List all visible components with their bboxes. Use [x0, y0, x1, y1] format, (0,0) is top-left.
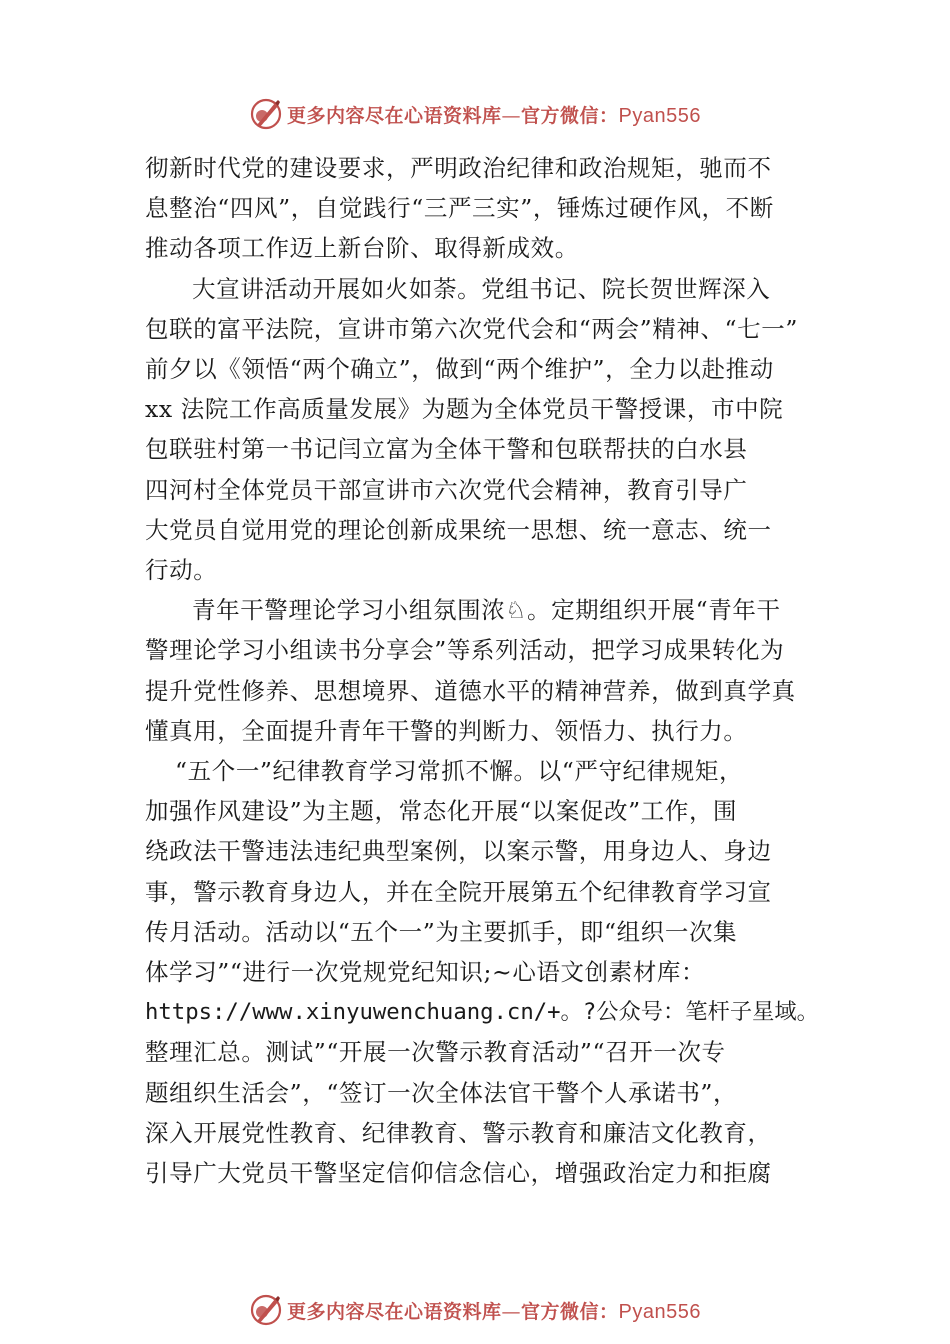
text-line: 传月活动。活动以“五个一”为主要抓手，即“组织一次集: [145, 917, 738, 946]
text-line: https://www.xinyuwenchuang.cn/+。?公众号：笔杆子星域。: [145, 999, 819, 1026]
header-banner-contact-label: 官方微信：: [521, 104, 619, 127]
footer-banner-separator: —: [501, 1300, 522, 1323]
text-line: 题组织生活会”，“签订一次全体法官干警个人承诺书”，: [145, 1078, 738, 1107]
text-line: xx 法院工作高质量发展》为题为全体党员干警授课，市中院: [145, 395, 784, 424]
pen-circle-logo-icon: [249, 97, 283, 131]
footer-banner-contact-id: Pyan556: [618, 1300, 701, 1323]
text-line: 彻新时代党的建设要求，严明政治纪律和政治规矩，驰而不: [145, 154, 772, 182]
header-banner-contact-id: Pyan556: [618, 104, 701, 127]
header-banner-title: 更多内容尽在心语资料库: [287, 104, 502, 127]
footer-banner-title: 更多内容尽在心语资料库: [287, 1300, 502, 1323]
paragraph-3: [145, 590, 825, 751]
text-line: 警理论学习小组读书分享会”等系列活动，把学习成果转化为: [145, 636, 785, 665]
text-line: 推动各项工作迈上新台阶、取得新成效。: [145, 234, 579, 263]
text-line: “五个一”纪律教育学习常抓不懈。以“严守纪律规矩，: [175, 757, 744, 786]
text-line: 事，警示教育身边人，并在全院开展第五个纪律教育学习宣: [145, 877, 772, 906]
text-line: 息整治“四风”，自觉践行“三严三实”，锤炼过硬作风，不断: [145, 194, 774, 223]
text-line: 体学习”“进行一次党规党纪知识;~心语文创素材库：: [145, 958, 706, 987]
text-line: 四河村全体党员干部宣讲市六次党代会精神，教育引导广: [145, 475, 748, 504]
text-line: 引导广大党员干警坚定信仰信念信心，增强政治定力和拒腐: [145, 1159, 772, 1188]
text-line: 懂真用，全面提升青年干警的判断力、领悟力、执行力。: [145, 716, 748, 745]
text-line: 深入开展党性教育、纪律教育、警示教育和廉洁文化教育，: [145, 1118, 772, 1147]
text-line: 行动。: [145, 556, 218, 585]
document-body: [145, 148, 825, 1193]
header-banner-text: [287, 101, 701, 128]
footer-banner-contact-label: 官方微信：: [521, 1300, 619, 1323]
text-line: 包联的富平法院，宣讲市第六次党代会和“两会”精神、“七一”: [145, 314, 798, 343]
footer-banner-text: [287, 1297, 701, 1324]
paragraph-1: [145, 148, 825, 269]
paragraph-2: [145, 269, 825, 591]
text-line: 整理汇总。测试”“开展一次警示教育活动”“召开一次专: [145, 1038, 726, 1067]
text-line: 提升党性修养、思想境界、道德水平的精神营养，做到真学真: [145, 676, 796, 705]
pen-circle-logo-icon: [249, 1293, 283, 1327]
text-line: 青年干警理论学习小组氛围浓♘。定期组织开展“青年干: [192, 596, 781, 625]
text-line: 大宣讲活动开展如火如荼。党组书记、院长贺世辉深入: [192, 274, 771, 303]
header-banner: [0, 94, 950, 134]
paragraph-4: [145, 751, 825, 1193]
footer-banner: [0, 1290, 950, 1330]
text-line: 包联驻村第一书记闫立富为全体干警和包联帮扶的白水县: [145, 435, 748, 464]
text-line: 前夕以《领悟“两个确立”，做到“两个维护”，全力以赴推动: [145, 355, 774, 384]
header-banner-separator: —: [501, 104, 522, 127]
text-line: 大党员自觉用党的理论创新成果统一思想、统一意志、统一: [145, 515, 772, 544]
text-line: 加强作风建设”为主题，常态化开展“以案促改”工作，围: [145, 797, 738, 826]
text-line: 绕政法干警违法违纪典型案例，以案示警，用身边人、身边: [145, 837, 772, 866]
